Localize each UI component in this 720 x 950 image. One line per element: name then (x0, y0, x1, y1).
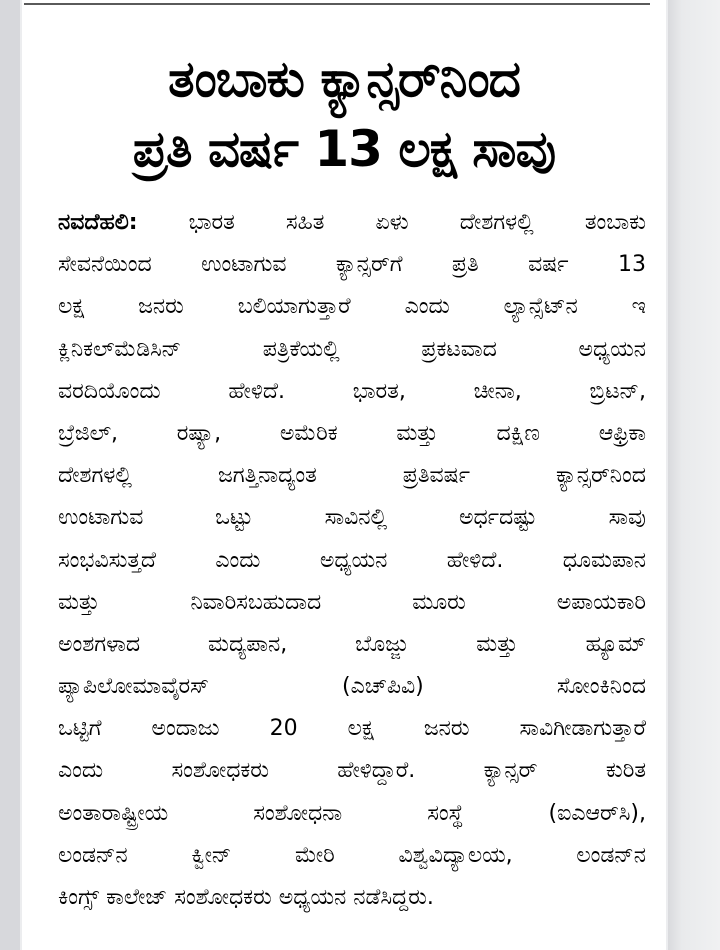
headline-line-2: ಪ್ರತಿ ವರ್ಷ 13 ಲಕ್ಷ ಸಾವು (132, 120, 556, 178)
article-line: ಲಂಡನ್‌ನ ಕ್ವೀನ್ ಮೇರಿ ವಿಶ್ವವಿದ್ಯಾಲಯ, ಲಂಡನ್‌ನ (58, 842, 646, 868)
left-margin-strip (0, 0, 20, 950)
article-line: ಪ್ಯಾಪಿಲೋಮಾವೈರಸ್ (ಎಚ್‌ಪಿವಿ) ಸೋಂಕಿನಿಂದ (58, 674, 646, 700)
article-line: ಅಂತಾರಾಷ್ಟ್ರೀಯ ಸಂಶೋಧನಾ ಸಂಸ್ಥೆ (ಐಎಆರ್‌ಸಿ), (58, 800, 646, 826)
article-line: ಉಂಟಾಗುವ ಒಟ್ಟು ಸಾವಿನಲ್ಲಿ ಅರ್ಧದಷ್ಟು ಸಾವು (58, 505, 646, 531)
article-line (58, 202, 646, 244)
headline-line-1: ತಂಬಾಕು ಕ್ಯಾನ್ಸರ್‌ನಿಂದ (168, 50, 520, 108)
article-line: ಕಿಂಗ್ಸ್ ಕಾಲೇಜ್ ಸಂಶೋಧಕರು ಅಧ್ಯಯನ ನಡೆಸಿದ್ದರು. (58, 885, 434, 910)
article-line: ಒಟ್ಟಿಗೆ ಅಂದಾಜು 20 ಲಕ್ಷ ಜನರು ಸಾವಿಗೀಡಾಗುತ್ತಾರೆ (58, 716, 646, 742)
article-line: ಕ್ಲಿನಿಕಲ್‌ಮೆಡಿಸಿನ್ ಪತ್ರಿಕೆಯಲ್ಲಿ ಪ್ರಕಟವಾದ ಅಧ್ಯಯನ (58, 336, 646, 362)
dateline: ನವದೆಹಲಿ: (58, 210, 138, 235)
headline (40, 44, 648, 184)
article-line: ವರದಿಯೊಂದು ಹೇಳಿದೆ. ಭಾರತ, ಚೀನಾ, ಬ್ರಿಟನ್, (58, 378, 646, 404)
article-line: ಸಂಭವಿಸುತ್ತದೆ ಎಂದು ಅಧ್ಯಯನ ಹೇಳಿದೆ. ಧೂಮಪಾನ (58, 547, 646, 573)
article-line: ಸೇವನೆಯಿಂದ ಉಂಟಾಗುವ ಕ್ಯಾನ್ಸರ್‌ಗೆ ಪ್ರತಿ ವರ್ಷ 13 (58, 252, 646, 278)
article-line: ಬ್ರೆಜಿಲ್, ರಷ್ಯಾ, ಅಮೆರಿಕ ಮತ್ತು ದಕ್ಷಿಣ ಆಫ್ರಿಕಾ (58, 420, 646, 446)
article-line: ಮತ್ತು ನಿವಾರಿಸಬಹುದಾದ ಮೂರು ಅಪಾಯಕಾರಿ (58, 589, 646, 615)
article-line: ಎಂದು ಸಂಶೋಧಕರು ಹೇಳಿದ್ದಾರೆ. ಕ್ಯಾನ್ಸರ್ ಕುರಿತ (58, 758, 646, 784)
article-body (58, 202, 646, 919)
article-line: ದೇಶಗಳಲ್ಲಿ ಜಗತ್ತಿನಾದ್ಯಂತ ಪ್ರತಿವರ್ಷ ಕ್ಯಾನ್ಸರ್‌ನಿಂದ (58, 463, 646, 489)
article-line: ಲಕ್ಷ ಜನರು ಬಲಿಯಾಗುತ್ತಾರೆ ಎಂದು ಲ್ಯಾನ್ಸೆಟ್‌ನ ಇ (58, 294, 646, 320)
right-margin-strip (668, 0, 720, 950)
top-rule-line (24, 3, 650, 5)
article-line: ಅಂಶಗಳಾದ ಮದ್ಯಪಾನ, ಬೊಜ್ಜು ಮತ್ತು ಹ್ಯೂಮ್ (58, 631, 646, 657)
article-line-text: ಭಾರತ ಸಹಿತ ಏಳು ದೇಶಗಳಲ್ಲಿ ತಂಬಾಕು (188, 210, 646, 235)
